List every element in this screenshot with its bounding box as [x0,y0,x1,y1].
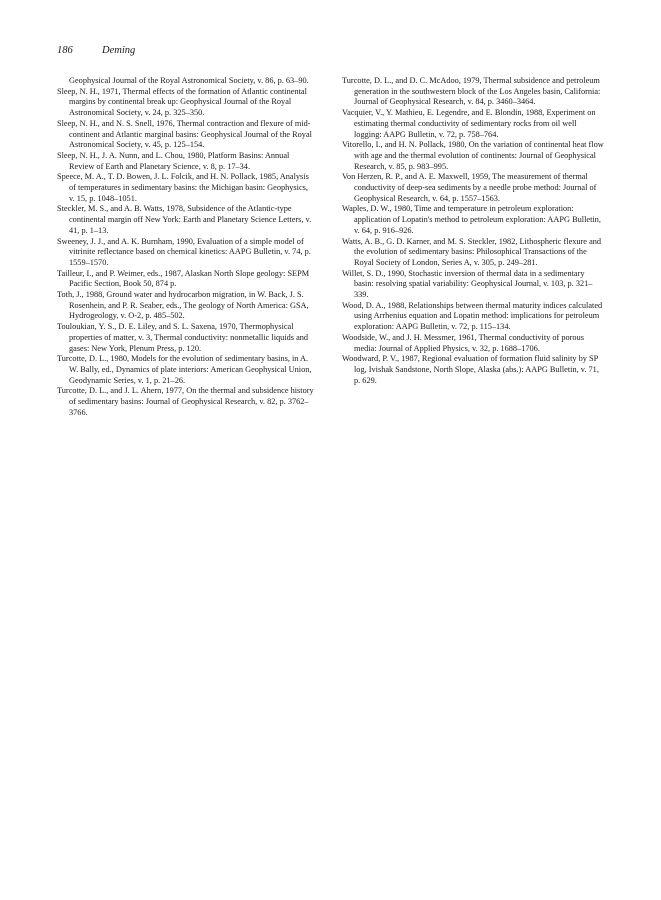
reference-entry: Vacquier, V., Y. Mathieu, E. Legendre, and E. Blondin, 1988, Experiment on estimating thermal conductivity of sedimentary rocks from oil well logging: AAPG Bulletin, v. 72, p. 758–764. [342,108,596,139]
reference-entry: Turcotte, D. L., 1980, Models for the evolution of sedimentary basins, in A. W. Bally, ed., Dynamics of plate interiors: American Geophysical Union, Geodynamic Series, v. 1, p. 21–26. [57,354,312,385]
reference-entry: Von Herzen, R. P., and A. E. Maxwell, 1959, The measurement of thermal conductivity of deep-sea sediments by a needle probe method: Journal of Geophysical Research, v. 64, p. 1557–1563. [342,172,597,203]
reference-entry: Willet, S. D., 1990, Stochastic inversion of thermal data in a sedimentary basin: resolving spatial variability: Geophysical Journal, v. 103, p. 321–339. [342,268,593,300]
page-header [57,45,135,56]
reference-entry: Woodward, P. V., 1987, Regional evaluation of formation fluid salinity by SP log, Ivishak Sandstone, North Slope, Alaska (abs.): AAPG Bulletin, v. 71, p. 629. [342,354,599,385]
reference-entry: Turcotte, D. L., and J. L. Ahern, 1977, On the thermal and subsidence history of sedimentary basins: Journal of Geophysical Research, v. 82, p. 3762–3766. [57,386,314,417]
reference-entry: Sweeney, J. J., and A. K. Burnham, 1990, Evaluation of a simple model of vitrinite reflectance based on chemical kinetics: AAPG Bulletin, v. 74, p. 1559–1570. [57,236,311,267]
references-right-column [342,76,604,386]
reference-entry: Tailleur, I., and P. Weimer, eds., 1987, Alaskan North Slope geology: SEPM Pacific Section, Book 50, 874 p. [57,268,310,289]
reference-entry: Woodside, W., and J. H. Messmer, 1961, Thermal conductivity of porous media: Journal of Applied Physics, v. 32, p. 1688–1706. [342,332,584,353]
reference-entry: Sleep, N. H., J. A. Nunn, and L. Chou, 1980, Platform Basins: Annual Review of Earth and Planetary Science, v. 8, p. 17–34. [57,150,290,171]
running-head: Deming [102,45,136,56]
reference-entry: Touloukian, Y. S., D. E. Liley, and S. L. Saxena, 1970, Thermophysical properties of matter, v. 3, Thermal conductivity: nonmetallic liquids and gases: New York, Plenum Press, p. 120. [57,322,309,353]
reference-entry: Geophysical Journal of the Royal Astronomical Society, v. 86, p. 63–90. [69,76,309,85]
reference-entry: Watts, A. B., G. D. Karner, and M. S. Steckler, 1982, Lithospheric flexure and the evolution of sedimentary basins: Philosophical Transactions of the Royal Society of London, Series A, v. 305, p. 249–281. [342,236,602,267]
reference-entry: Turcotte, D. L., and D. C. McAdoo, 1979, Thermal subsidence and petroleum generation in the southwestern block of the Los Angeles basin, California: Journal of Geophysical Research, v. 84, p. 3460–3464. [342,76,601,107]
reference-entry: Sleep, N. H., and N. S. Snell, 1976, Thermal contraction and flexure of mid-continent and Atlantic marginal basins: Geophysical Journal of the Royal Astronomical Society, v. 45, p. 125–154. [57,118,312,150]
reference-entry: Waples, D. W., 1980, Time and temperature in petroleum exploration: application of Lopatin's method to petroleum exploration: AAPG Bulletin, v. 64, p. 916–926. [342,204,601,235]
reference-entry: Wood, D. A., 1988, Relationships between thermal maturity indices calculated using Arrhenius equation and Lopatin method: implications for petroleum exploration: AAPG Bulletin, v. 72, p. 115–134. [342,300,603,332]
reference-entry: Speece, M. A., T. D. Bowen, J. L. Folcik, and H. N. Pollack, 1985, Analysis of temperatures in sedimentary basins: the Michigan basin: Geophysics, v. 15, p. 1048–1051. [57,172,309,203]
reference-entry: Sleep, N. H., 1971, Thermal effects of the formation of Atlantic continental margins by continental break up: Geophysical Journal of the Royal Astronomical Society, v. 24, p. 325–350. [57,86,307,118]
reference-entry: Vitorello, I., and H. N. Pollack, 1980, On the variation of continental heat flow with age and the thermal evolution of continents: Journal of Geophysical Research, v. 85, p. 983–995. [342,140,604,171]
page-number: 186 [57,45,73,56]
references-left-column [57,76,315,419]
reference-entry: Toth, J., 1988, Ground water and hydrocarbon migration, in W. Back, J. S. Rosenhein, and P. R. Seaber, eds., The geology of North America: GSA, Hydrogeology, v. O-2, p. 485–502. [57,290,309,321]
reference-entry: Steckler, M. S., and A. B. Watts, 1978, Subsidence of the Atlantic-type continental margin off New York: Earth and Planetary Science Letters, v. 41, p. 1–13. [57,204,312,235]
